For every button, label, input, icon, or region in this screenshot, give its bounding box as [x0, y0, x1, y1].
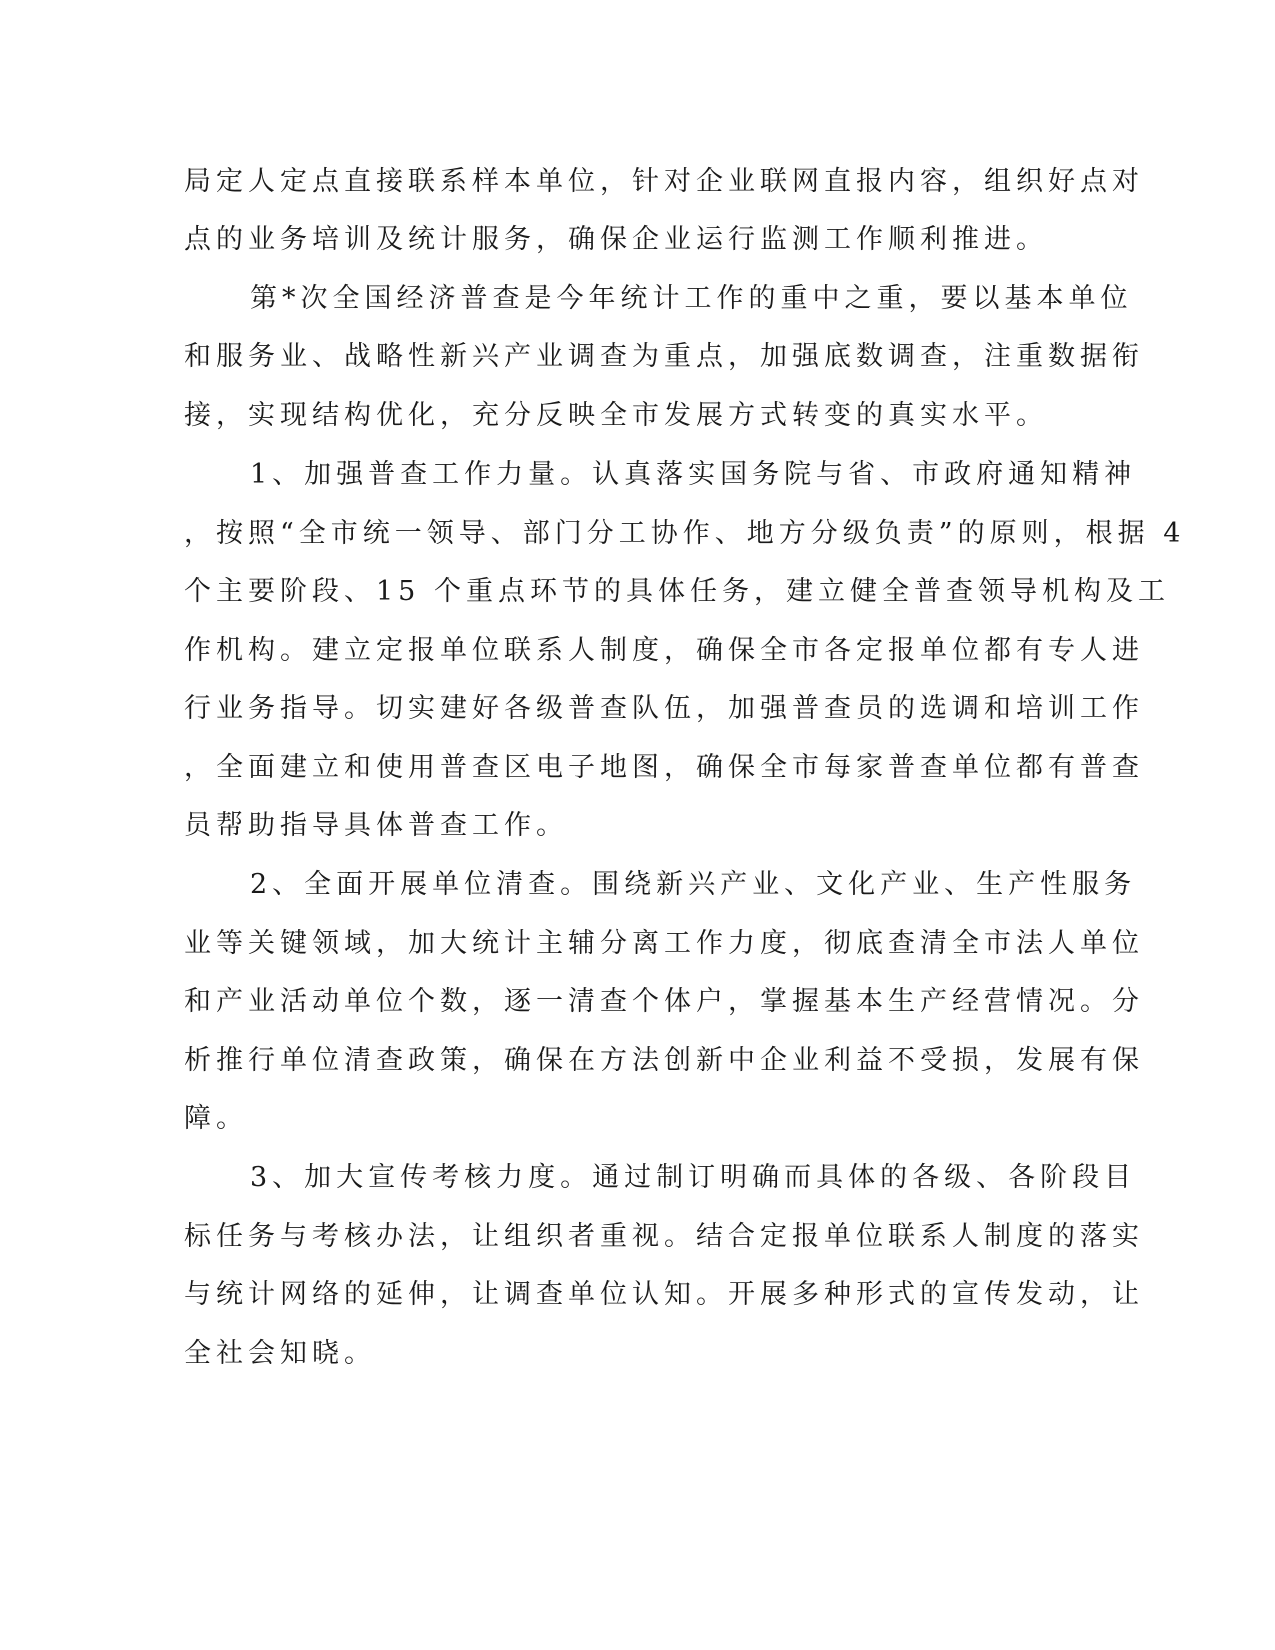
text-line: 员帮助指导具体普查工作。: [184, 810, 568, 841]
text-line: 局定人定点直接联系样本单位，针对企业联网直报内容，组织好点对: [184, 166, 1144, 197]
text-line: 与统计网络的延伸，让调查单位认知。开展多种形式的宣传发动，让: [184, 1279, 1144, 1310]
paragraph-first-line: 第*次全国经济普查是今年统计工作的重中之重，要以基本单位: [250, 283, 1133, 314]
paragraph-first-line: 3、加大宣传考核力度。通过制订明确而具体的各级、各阶段目: [250, 1162, 1137, 1193]
text-line: 和产业活动单位个数，逐一清查个体户，掌握基本生产经营情况。分: [184, 986, 1144, 1017]
text-line: 全社会知晓。: [184, 1338, 376, 1369]
text-line: 作机构。建立定报单位联系人制度，确保全市各定报单位都有专人进: [184, 635, 1144, 666]
text-line: 个主要阶段、15 个重点环节的具体任务，建立健全普查领导机构及工: [184, 576, 1170, 607]
text-line: ，按照“全市统一领导、部门分工协作、地方分级负责”的原则，根据 4: [184, 518, 1186, 549]
text-line: 行业务指导。切实建好各级普查队伍，加强普查员的选调和培训工作: [184, 693, 1144, 724]
text-line: 业等关键领域，加大统计主辅分离工作力度，彻底查清全市法人单位: [184, 928, 1144, 959]
text-line: 接，实现结构优化，充分反映全市发展方式转变的真实水平。: [184, 400, 1048, 431]
paragraph-first-line: 2、全面开展单位清查。围绕新兴产业、文化产业、生产性服务: [250, 869, 1137, 900]
paragraph-first-line: 1、加强普查工作力量。认真落实国务院与省、市政府通知精神: [250, 459, 1137, 490]
text-line: 点的业务培训及统计服务，确保企业运行监测工作顺利推进。: [184, 224, 1048, 255]
text-line: 障。: [184, 1103, 248, 1134]
text-line: 和服务业、战略性新兴产业调查为重点，加强底数调查，注重数据衔: [184, 341, 1144, 372]
text-line: 析推行单位清查政策，确保在方法创新中企业利益不受损，发展有保: [184, 1045, 1144, 1076]
text-line: ，全面建立和使用普查区电子地图，确保全市每家普查单位都有普查: [184, 752, 1144, 783]
text-line: 标任务与考核办法，让组织者重视。结合定报单位联系人制度的落实: [184, 1221, 1144, 1252]
